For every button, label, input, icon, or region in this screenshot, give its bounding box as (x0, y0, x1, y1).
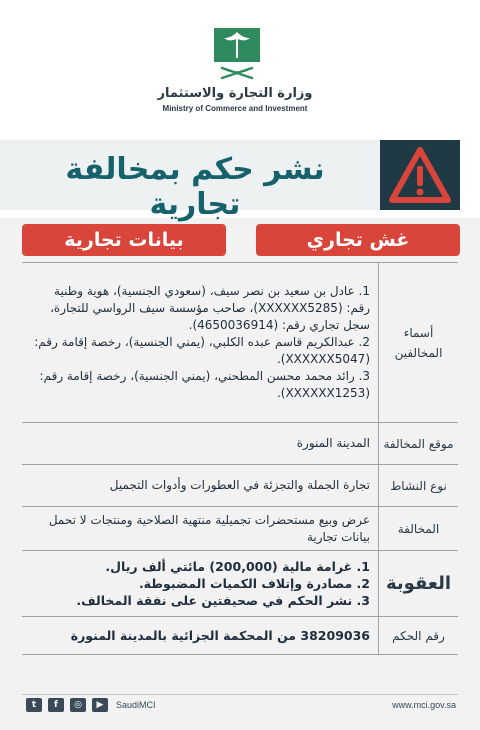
instagram-icon[interactable]: ◎ (70, 698, 86, 712)
penalty-3: 3. نشر الحكم في صحيفتين على نفقة المخالف. (76, 593, 370, 608)
banner-title: نشر حكم بمخالفة تجارية (65, 152, 325, 222)
header (0, 0, 480, 140)
facebook-icon[interactable]: f (48, 698, 64, 712)
table-row-violators (22, 263, 458, 423)
value-activity: تجارة الجملة والتجزئة في العطورات وأدوات التجميل (109, 478, 370, 492)
label-penalty: العقوبة (378, 551, 458, 616)
table-row-location (22, 423, 458, 465)
value-violators (22, 263, 378, 422)
label-activity: نوع النشاط (378, 465, 458, 506)
ruling-table (22, 262, 458, 655)
violator-3: 3. رائد محمد محسن المطحني، (يمني الجنسية)، رخصة إقامة رقم: (XXXXXX1253). (39, 369, 370, 400)
label-violation: المخالفة (378, 507, 458, 550)
table-row-activity (22, 465, 458, 507)
label-ruling: رقم الحكم (378, 617, 458, 654)
footer-divider (22, 694, 458, 695)
label-violators: أسماء المخالفين (378, 263, 458, 422)
penalty-1: 1. غرامة مالية (200,000) مائتي ألف ريال. (105, 559, 370, 574)
penalty-2: 2. مصادرة وإتلاف الكميات المضبوطة. (138, 576, 370, 591)
value-penalty (22, 551, 378, 616)
social-links (26, 698, 156, 712)
ministry-name-ar: وزارة التجارة والاستثمار (157, 86, 313, 101)
table-row-penalty (22, 551, 458, 617)
label-location: موقع المخالفة (378, 423, 458, 464)
saudi-emblem-icon (214, 28, 260, 84)
value-ruling: 38209036 من المحكمة الجزائية بالمدينة المنورة (70, 628, 370, 643)
violator-2: 2. عبدالكريم قاسم عبده الكلبي، (يمني الجنسية)، رخصة إقامة رقم: (XXXXXX5047). (34, 335, 370, 366)
website-link[interactable]: www.mci.gov.sa (392, 700, 456, 710)
table-row-violation (22, 507, 458, 551)
tag-commercial-fraud: غش تجاري (256, 224, 460, 256)
tag-commercial-data: بيانات تجارية (22, 224, 226, 256)
value-violation: عرض وبيع مستحضرات تجميلية منتهية الصلاحية ومنتجات لا تحمل بيانات تجارية (48, 512, 370, 544)
value-location: المدينة المنورة (296, 436, 370, 450)
warning-triangle-icon (388, 146, 452, 204)
violator-1: 1. عادل بن سعيد بن نصر سيف، (سعودي الجنسية)، هوية وطنية رقم: (XXXXXX5285)، صاحب مؤسسة سيف الرواسي للتجارة، سجل تجاري رقم: (4650036914). (50, 284, 370, 332)
ministry-name-en: Ministry of Commerce and Investment (162, 104, 308, 113)
youtube-icon[interactable]: ▶ (92, 698, 108, 712)
twitter-icon[interactable]: t (26, 698, 42, 712)
table-row-ruling (22, 617, 458, 655)
social-handle[interactable]: SaudiMCI (116, 700, 156, 710)
